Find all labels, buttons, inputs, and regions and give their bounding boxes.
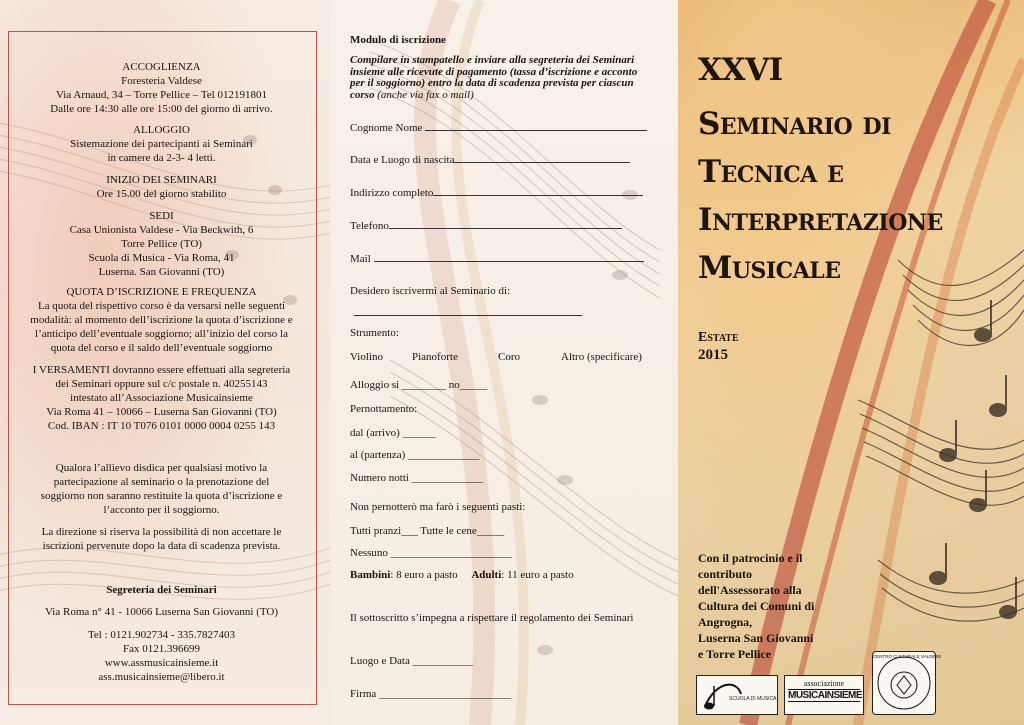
cognome-field[interactable] [350, 120, 647, 135]
disdica-line: soggiorno non saranno restituite la quota d’iscrizione e [40, 490, 283, 502]
cover-title-line: Interpretazione [698, 202, 943, 238]
form-intro-note: (anche via fax o mail) [377, 88, 474, 101]
mail-input[interactable] [374, 251, 644, 262]
alloggio-heading: ALLOGGIO [133, 124, 190, 136]
form-intro-line: per il soggiorno) entro la data di scadenza prevista per ciascun [350, 77, 634, 89]
quota-line: l’anticipo dell’eventuale soggiorno; all’inizio del corso la [35, 328, 288, 340]
indirizzo-input[interactable] [433, 185, 643, 196]
iban-line: Cod. IBAN : IT 10 T076 0101 0000 0004 0255 143 [47, 420, 276, 432]
quota-heading: QUOTA D’ISCRIZIONE E FREQUENZA [66, 286, 257, 298]
accoglienza-line: Dalle ore 14:30 alle ore 15:00 del giorno di arrivo. [50, 103, 273, 115]
patronage-line: Luserna San Giovanni [698, 631, 814, 645]
bambini-label: Bambini [350, 569, 391, 581]
segreteria-contacts [8, 628, 315, 684]
season-label: Estate [698, 330, 739, 345]
form-intro-line: insieme alle ricevute di pagamento (tassa d’iscrizione e acconto [350, 65, 638, 78]
patronage-line: Angrogna, [698, 615, 753, 629]
adulti-price: : 11 euro a pasto [501, 569, 574, 581]
cover-panel [678, 0, 1024, 725]
cover-title-line: Tecnica e [698, 154, 844, 190]
strumento-altro[interactable]: Altro (specificare) [561, 351, 642, 363]
versamenti-line: Via Roma 41 – 10066 – Luserna San Giovanni (TO) [46, 406, 277, 418]
quota-line: La quota del rispettivo corso è da versarsi nelle seguenti [37, 300, 286, 312]
inizio-line: Ore 15.00 del giorno stabilito [96, 188, 227, 200]
scuola-di-musica-logo [696, 675, 778, 715]
cognome-input[interactable] [425, 120, 647, 131]
sedi-line: Casa Unionista Valdese - Via Beckwith, 6 [69, 224, 254, 236]
strumento-coro[interactable]: Coro [498, 351, 520, 363]
quota-line: quota del corso e il saldo dell’eventuale soggiorno [50, 342, 273, 354]
sedi-line: Luserna. San Giovanni (TO) [98, 266, 225, 278]
patronage-block [698, 550, 814, 662]
patronage-line: dell'Assessorato alla [698, 583, 802, 597]
form-title: Modulo di iscrizione [350, 34, 446, 46]
disdica-line: Qualora l’allievo disdica per qualsiasi motivo la [55, 462, 268, 474]
sedi-heading: SEDI [149, 210, 174, 222]
sedi-section [8, 209, 315, 279]
partenza-field[interactable]: al (partenza) _____________ [350, 449, 480, 461]
luogo-data-field[interactable]: Luogo e Data ___________ [350, 655, 474, 667]
versamenti-section [8, 363, 315, 433]
segreteria-section [8, 583, 315, 597]
inizio-section [8, 173, 315, 201]
quota-line: modalità: al momento dell’iscrizione la quota d’iscrizione e [30, 314, 293, 326]
bambini-price: : 8 euro a pasto [390, 569, 458, 581]
versamenti-line: dei Seminari oppure sul c/c postale n. 40255143 [55, 378, 268, 390]
segreteria-address-line: Via Roma n° 41 - 10066 Luserna San Giovanni (TO) [45, 606, 278, 618]
patronage-line: Con il patrocinio e il [698, 551, 803, 565]
accoglienza-line: Via Arnaud, 34 – Torre Pellice – Tel 012191801 [56, 89, 267, 101]
direzione-line: La direzione si riserva la possibilità di non accettare le [41, 526, 282, 538]
seal-icon [873, 652, 942, 714]
musicainsieme-top-text: associazione [803, 679, 845, 688]
mail-label: Mail [350, 253, 371, 265]
mail-field[interactable] [350, 251, 644, 266]
telefono-label: Telefono [350, 220, 389, 232]
form-intro-line: Compilare in stampatello e inviare alla segreteria dei Seminari [350, 54, 635, 66]
sedi-line: Torre Pellice (TO) [121, 238, 202, 250]
segreteria-heading: Segreteria dei Seminari [106, 584, 217, 596]
cover-title-line: Seminario di [698, 106, 891, 142]
nascita-input[interactable] [454, 152, 630, 163]
prezzi-line [350, 568, 574, 582]
cover-title-edition: XXVI [698, 52, 783, 88]
adulti-label: Adulti [471, 569, 502, 581]
alloggio-field[interactable]: Alloggio si ________ no_____ [350, 379, 488, 391]
quota-section [8, 285, 315, 355]
indirizzo-field[interactable] [350, 185, 643, 200]
pernottamento-label: Pernottamento: [350, 403, 418, 415]
inizio-heading: INIZIO DEI SEMINARI [106, 174, 217, 186]
accoglienza-heading: ACCOGLIENZA [122, 61, 201, 73]
patronage-line: e Torre Pellice [698, 647, 772, 661]
strumento-pianoforte[interactable]: Pianoforte [412, 351, 458, 363]
website-link[interactable]: www.assmusicainsieme.it [104, 657, 219, 669]
accoglienza-section [8, 60, 315, 116]
cognome-label: Cognome Nome [350, 122, 423, 134]
sedi-line: Scuola di Musica - Via Roma, 41 [88, 252, 235, 264]
year-label: 2015 [698, 347, 728, 363]
cover-title-line: Musicale [698, 250, 841, 286]
centro-logo-text: CENTRO CULTURALE VALDESE [873, 654, 942, 659]
nessuno-field[interactable]: Nessuno ______________________ [350, 547, 512, 559]
seminario-field[interactable] [350, 305, 582, 320]
musicainsieme-text: MUSICAINSIEME [788, 690, 863, 701]
strumento-label: Strumento: [350, 327, 399, 339]
patronage-line: Cultura dei Comuni di [698, 599, 815, 613]
indirizzo-label: Indirizzo completo [350, 187, 434, 199]
scuola-logo-text: SCUOLA DI MUSICA [729, 696, 777, 702]
sottoscritto-line: Il sottoscritto s’impegna a rispettare il regolamento dei Seminari [350, 612, 634, 624]
registration-form-panel [330, 0, 678, 725]
telefono-input[interactable] [389, 218, 622, 229]
accoglienza-line: Foresteria Valdese [121, 75, 202, 87]
versamenti-line: I VERSAMENTI dovranno essere effettuati alla segreteria [32, 364, 291, 376]
direzione-line: iscrizioni pervenute dopo la data di scadenza prevista. [42, 540, 281, 552]
seminario-label: Desidero iscrivermi al Seminario di: [350, 285, 511, 297]
phone-line: Tel : 0121.902734 - 335.7827403 [87, 629, 236, 641]
alloggio-section [8, 123, 315, 165]
music-note-icon [697, 676, 777, 714]
notti-field[interactable]: Numero notti _____________ [350, 472, 484, 484]
form-intro-corso: corso [350, 88, 375, 101]
nascita-field[interactable] [350, 152, 630, 167]
nascita-label: Data e Luogo di nascita [350, 154, 455, 166]
seminario-input[interactable] [354, 305, 582, 316]
disdica-line: l’acconto per il soggiorno. [103, 504, 220, 516]
form-intro-last [350, 90, 474, 102]
patronage-line: contributo [698, 567, 752, 581]
email-link[interactable]: ass.musicainsieme@libero.it [98, 671, 225, 683]
arrivo-field[interactable]: dal (arrivo) ______ [350, 427, 436, 439]
fax-line: Fax 0121.396699 [123, 643, 200, 655]
musicainsieme-logo [784, 675, 864, 715]
alloggio-line: in camere da 2-3- 4 letti. [107, 152, 216, 164]
versamenti-line: intestato all’Associazione Musicainsieme [70, 392, 253, 404]
disdica-line: partecipazione al seminario o la prenotazione del [53, 476, 270, 488]
telefono-field[interactable] [350, 218, 622, 233]
centro-culturale-logo [872, 651, 942, 715]
pasti-field[interactable]: Tutti pranzi___ Tutte le cene_____ [350, 525, 505, 537]
alloggio-line: Sistemazione dei partecipanti ai Seminari [70, 138, 253, 150]
segreteria-address [8, 605, 315, 619]
disdica-section [8, 461, 315, 517]
info-panel [0, 0, 330, 725]
firma-field[interactable]: Firma ________________________ [350, 688, 512, 700]
strumento-violino[interactable]: Violino [350, 351, 383, 363]
direzione-section [8, 525, 315, 553]
pasti-label: Non pernotterò ma farò i seguenti pasti: [350, 501, 526, 513]
